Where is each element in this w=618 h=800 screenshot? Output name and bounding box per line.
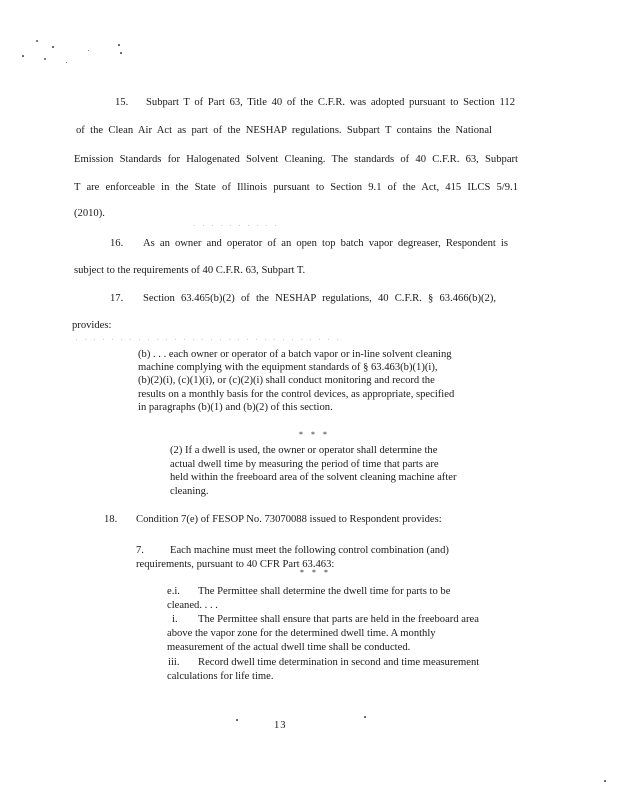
list-item-ei-line-2: cleaned. . . . [167, 600, 218, 611]
quote-17a-line-5: in paragraphs (b)(1) and (b)(2) of this section. [138, 402, 333, 413]
quote-17b-line-2: actual dwell time by measuring the period of time that parts are [170, 459, 439, 470]
ellipsis-stars-2: * * * [300, 568, 331, 577]
page-number: 13 [274, 720, 287, 731]
scan-speck [118, 44, 120, 46]
list-item-i-marker: i. [172, 614, 178, 625]
scan-speck [44, 58, 46, 60]
list-item-iii-line-2: calculations for life time. [167, 671, 274, 682]
paragraph-15-line-1: Subpart T of Part 63, Title 40 of the C.F.R. was adopted pursuant to Section 112 [146, 97, 515, 108]
scan-speck [120, 52, 122, 54]
quote-17b-line-4: cleaning. [170, 486, 209, 497]
paragraph-15-line-2: of the Clean Air Act as part of the NESHAP regulations. Subpart T contains the National [76, 125, 492, 136]
paragraph-15-line-4: T are enforceable in the State of Illinois pursuant to Section 9.1 of the Act, 415 ILCS 5/9.1 [74, 182, 518, 193]
scan-speck [364, 716, 366, 718]
list-item-i-line-3: measurement of the actual dwell time shall be conducted. [167, 642, 411, 653]
paragraph-16-number: 16. [110, 238, 124, 249]
ellipsis-stars: * * * [299, 430, 330, 439]
quote-18-number: 7. [136, 545, 144, 556]
list-item-iii-marker: iii. [168, 657, 180, 668]
paragraph-15-number: 15. [115, 97, 129, 108]
paragraph-17-line-1: Section 63.465(b)(2) of the NESHAP regulations, 40 C.F.R. § 63.466(b)(2), [143, 293, 496, 304]
scan-speck [236, 719, 238, 721]
list-item-ei-line-1: The Permittee shall determine the dwell time for parts to be [198, 586, 451, 597]
paragraph-16-line-2: subject to the requirements of 40 C.F.R. 63, Subpart T. [74, 265, 306, 276]
scan-dotline [190, 225, 280, 226]
list-item-iii-line-1: Record dwell time determination in second and time measurement [198, 657, 480, 668]
quote-17a-line-1: (b) . . . each owner or operator of a batch vapor or in-line solvent cleaning [138, 349, 452, 360]
scan-speck [36, 40, 38, 42]
list-item-i-line-2: above the vapor zone for the determined dwell time. A monthly [167, 628, 436, 639]
list-item-i-line-1: The Permittee shall ensure that parts are held in the freeboard area [198, 614, 479, 625]
quote-17a-line-4: results on a monthly basis for the control devices, as appropriate, specified [138, 389, 455, 400]
paragraph-15-line-5: (2010). [74, 208, 105, 219]
quote-17a-line-3: (b)(2)(i), (c)(1)(i), or (c)(2)(i) shall conduct monitoring and record the [138, 375, 435, 386]
quote-18-line-1: Each machine must meet the following control combination (and) [170, 545, 449, 556]
scan-speck [66, 62, 67, 63]
paragraph-17-number: 17. [110, 293, 124, 304]
scan-dotline [72, 339, 342, 340]
quote-17a-line-2: machine complying with the equipment standards of § 63.463(b)(1)(i), [138, 362, 438, 373]
quote-17b-line-3: held within the freeboard area of the solvent cleaning machine after [170, 472, 457, 483]
list-item-ei-marker: e.i. [167, 586, 180, 597]
quote-17b-line-1: (2) If a dwell is used, the owner or operator shall determine the [170, 445, 438, 456]
paragraph-15-line-3: Emission Standards for Halogenated Solvent Cleaning. The standards of 40 C.F.R. 63, Subpart [74, 154, 518, 165]
scan-speck [88, 50, 89, 51]
paragraph-18-text: Condition 7(e) of FESOP No. 73070088 issued to Respondent provides: [136, 514, 442, 525]
scan-speck [22, 55, 24, 57]
scan-speck [52, 46, 54, 48]
quote-18-line-2: requirements, pursuant to 40 CFR Part 63.463: [136, 559, 335, 570]
scan-speck [604, 780, 606, 782]
paragraph-17-line-2: provides: [72, 320, 112, 331]
paragraph-18-number: 18. [104, 514, 118, 525]
paragraph-16-line-1: As an owner and operator of an open top batch vapor degreaser, Respondent is [143, 238, 508, 249]
